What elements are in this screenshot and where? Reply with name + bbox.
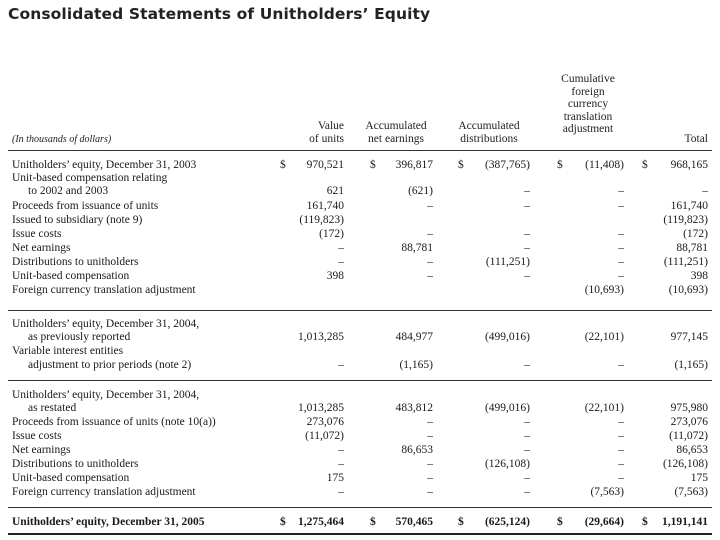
dollar-sign: $ [642,516,648,528]
cell-value: 621 [326,185,344,197]
cell-dist: – [524,444,530,456]
row-label: Proceeds from issuance of units [12,200,159,212]
cell-total: 175 [690,472,708,484]
cell-earn: 570,465 [395,516,433,528]
table-row [0,345,720,358]
header-value-line: Value [317,120,344,132]
cell-cum: – [618,256,624,268]
header-cumulative-line: adjustment [562,123,614,135]
cell-dist: – [524,486,530,498]
dollar-sign: $ [280,516,286,528]
cell-cum: (7,563) [590,486,624,498]
cell-total: – [702,185,708,197]
row-label: Unit-based compensation [12,270,130,282]
cell-cum: (22,101) [584,331,624,343]
cell-earn: – [427,416,433,428]
cell-earn: – [427,256,433,268]
cell-total: 86,653 [676,444,708,456]
cell-earn: – [427,486,433,498]
header-distributions [445,120,533,145]
row-label: Unit-based compensation [12,472,130,484]
table-row [0,270,720,283]
cell-value: (119,823) [299,214,344,226]
row-label: as previously reported [28,331,131,343]
dollar-sign: $ [370,516,376,528]
cell-cum: (29,664) [584,516,624,528]
cell-value: – [338,359,344,371]
cell-cum: – [618,200,624,212]
section-rule-2005 [8,507,712,508]
cell-dist: – [524,270,530,282]
cell-earn: 86,653 [401,444,433,456]
dollar-sign: $ [557,516,563,528]
cell-earn: – [427,430,433,442]
dollar-sign: $ [557,159,563,171]
cell-dist: – [524,228,530,240]
table-row [0,472,720,485]
table-row [0,159,720,172]
header-cumulative-line: translation [563,110,613,123]
row-label: Distributions to unitholders [12,458,139,470]
cell-dist: – [524,359,530,371]
cell-cum: – [618,444,624,456]
section-rule-restated [8,380,712,381]
cell-total: 1,191,141 [662,516,708,528]
cell-total: 398 [690,270,708,282]
cell-total: (126,108) [662,458,708,470]
header-cumulative-line: Cumulative [561,73,615,85]
cell-cum: – [618,185,624,197]
cell-cum: – [618,472,624,484]
thousands-note: (In thousands of dollars) [12,134,112,145]
cell-dist: – [524,472,530,484]
cell-cum: (10,693) [584,284,624,296]
cell-earn: – [427,458,433,470]
cell-value: (11,072) [305,430,344,442]
bottom-rule [8,533,712,535]
cell-total: 977,145 [670,331,708,343]
cell-total: 273,076 [670,416,708,428]
row-label: Issue costs [12,228,62,240]
cell-earn: (1,165) [399,359,433,371]
cell-cum: – [618,416,624,428]
cell-dist: (126,108) [484,458,530,470]
cell-cum: (22,101) [584,402,624,414]
row-label: Distributions to unitholders [12,256,139,268]
row-label: adjustment to prior periods (note 2) [28,359,192,371]
row-label: Unitholders’ equity, December 31, 2004, [12,389,200,401]
header-value-line: of units [309,132,344,145]
cell-earn: 396,817 [395,159,433,171]
cell-value: 1,275,464 [298,516,344,528]
cell-total: (7,563) [674,486,708,498]
cell-earn: – [427,228,433,240]
header-total: Total [684,133,708,145]
cell-value: 273,076 [306,416,344,428]
row-label: Issued to subsidiary (note 9) [12,214,143,226]
cell-value: 161,740 [306,200,344,212]
cell-total: 968,165 [670,159,708,171]
cell-dist: – [524,200,530,212]
cell-total: (10,693) [668,284,708,296]
cell-value: (172) [319,228,344,240]
cell-dist: – [524,416,530,428]
row-label: Unit-based compensation relating [12,172,168,184]
header-net-earnings-line: net earnings [368,132,424,145]
cell-value: 970,521 [306,159,344,171]
cell-total: 88,781 [676,242,708,254]
cell-total: 161,740 [670,200,708,212]
table-row [0,242,720,255]
dollar-sign: $ [458,516,464,528]
cell-dist: (111,251) [485,256,530,268]
table-row [0,389,720,402]
dollar-sign: $ [458,159,464,171]
header-distributions-line: Accumulated [458,120,520,132]
cell-total: (11,072) [669,430,708,442]
cell-total: (1,165) [674,359,708,371]
table-row [0,214,720,227]
row-label: as restated [28,402,77,414]
cell-earn: – [427,270,433,282]
cell-dist: – [524,430,530,442]
header-value [270,120,344,145]
header-distributions-line: distributions [460,132,518,145]
cell-value: 398 [326,270,344,282]
table-row [0,402,720,415]
table-row [0,331,720,344]
table-row [0,172,720,185]
cell-total: (119,823) [663,214,708,226]
cell-earn: (621) [408,185,433,197]
table-row [0,516,720,529]
table-row [0,416,720,429]
cell-cum: (11,408) [585,159,624,171]
cell-earn: – [427,472,433,484]
table-row [0,430,720,443]
table-row [0,486,720,499]
cell-value: – [338,242,344,254]
table-row [0,318,720,331]
cell-dist: (625,124) [484,516,530,528]
header-rule [8,150,712,151]
cell-dist: – [524,185,530,197]
row-label: Unitholders’ equity, December 31, 2004, [12,318,200,330]
cell-total: (172) [683,228,708,240]
header-net-earnings-line: Accumulated [365,120,427,132]
row-label: Net earnings [12,242,71,254]
dollar-sign: $ [642,159,648,171]
table-row [0,458,720,471]
table-row [0,284,720,297]
row-label: Net earnings [12,444,71,456]
row-label: Foreign currency translation adjustment [12,284,196,296]
cell-cum: – [618,430,624,442]
cell-earn: 88,781 [401,242,433,254]
row-label: to 2002 and 2003 [28,185,109,197]
row-label: Foreign currency translation adjustment [12,486,196,498]
cell-earn: 484,977 [395,331,433,343]
cell-value: 1,013,285 [298,402,344,414]
table-row [0,256,720,269]
dollar-sign: $ [370,159,376,171]
cell-cum: – [618,228,624,240]
cell-cum: – [618,458,624,470]
cell-dist: – [524,242,530,254]
cell-value: – [338,458,344,470]
section-rule-2004 [8,310,712,311]
table-row [0,444,720,457]
cell-cum: – [618,242,624,254]
table-row [0,200,720,213]
cell-value: – [338,256,344,268]
table-row [0,359,720,372]
cell-total: (111,251) [663,256,708,268]
cell-cum: – [618,359,624,371]
table-row [0,228,720,241]
row-label: Unitholders’ equity, December 31, 2005 [12,516,205,528]
row-label: Variable interest entities [12,345,124,357]
dollar-sign: $ [280,159,286,171]
table-row [0,185,720,198]
cell-dist: (387,765) [484,159,530,171]
row-label: Issue costs [12,430,62,442]
header-net-earnings [354,120,438,145]
cell-earn: – [427,200,433,212]
cell-value: 175 [326,472,344,484]
page-title: Consolidated Statements of Unitholders’ Equity [8,5,431,23]
cell-dist: (499,016) [484,402,530,414]
row-label: Proceeds from issuance of units (note 10(a)) [12,416,216,428]
header-cumulative-line: currency [567,98,609,110]
header-cumulative-line: foreign [571,85,605,98]
cell-dist: (499,016) [484,331,530,343]
cell-value: – [338,444,344,456]
cell-total: 975,980 [670,402,708,414]
row-label: Unitholders’ equity, December 31, 2003 [12,159,197,171]
cell-cum: – [618,270,624,282]
header-cumulative [548,73,628,136]
cell-earn: 483,812 [395,402,433,414]
cell-value: 1,013,285 [298,331,344,343]
cell-value: – [338,486,344,498]
